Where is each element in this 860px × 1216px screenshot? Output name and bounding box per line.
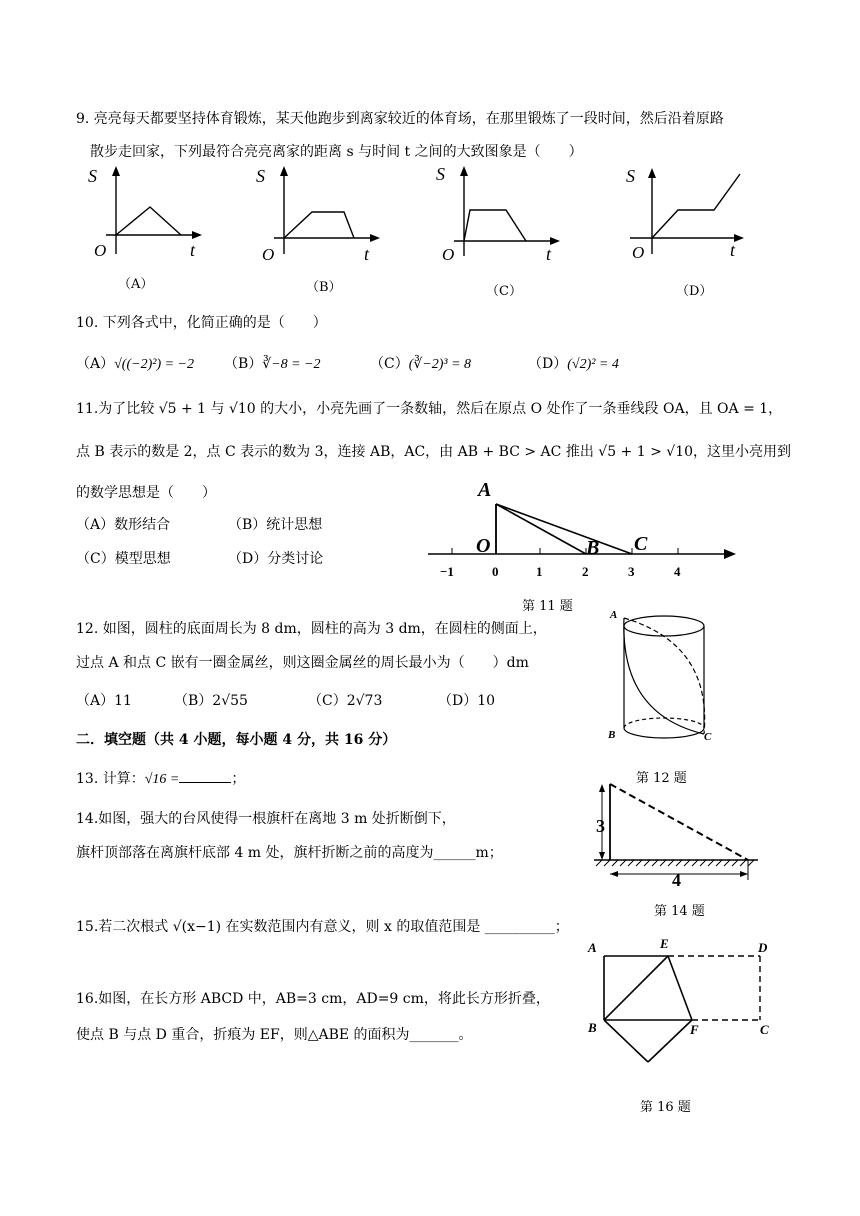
q12-option-b: （B）2√55 <box>174 693 248 709</box>
q9-graph-c-label: （C） <box>486 284 522 299</box>
q16-line2: 使点 B 与点 D 重合，折痕为 EF，则△ABE 的面积为_______。 <box>76 1027 473 1043</box>
svg-text:t: t <box>730 240 736 260</box>
q16-figure-rectangle <box>586 934 782 1080</box>
q11-option-c: （C）模型思想 <box>76 551 171 567</box>
q12-option-a: （A）11 <box>76 693 132 709</box>
q10-option-c: （C）(∛−2)³ = 8 <box>370 356 472 372</box>
svg-text:S: S <box>626 166 635 186</box>
section2-title: 二．填空题（共 4 小题，每小题 4 分，共 16 分） <box>76 732 397 748</box>
q11-line2: 点 B 表示的数是 2，点 C 表示的数为 3，连接 AB，AC，由 AB + BC > AC 推出 √5 + 1 > √10，这里小亮用到 <box>76 444 792 460</box>
q9-graph-a <box>86 164 206 264</box>
q9-graph-a-label: （A） <box>118 277 154 292</box>
q9a-s: S <box>88 166 97 186</box>
q16-caption: 第 16 题 <box>640 1100 691 1115</box>
svg-text:0: 0 <box>492 564 499 579</box>
svg-text:F: F <box>690 1022 699 1037</box>
svg-text:O: O <box>476 535 491 557</box>
q14-caption: 第 14 题 <box>654 904 705 919</box>
svg-text:A: A <box>588 940 597 955</box>
q9-graph-c <box>436 160 566 266</box>
q12-option-c: （C）2√73 <box>308 693 383 709</box>
svg-text:S: S <box>256 166 265 186</box>
svg-text:4: 4 <box>674 564 681 579</box>
q14-line2: 旗杆顶部落在离旗杆底部 4 m 处，旗杆折断之前的高度为______m； <box>76 845 503 861</box>
q14-figure-flagpole <box>588 776 768 888</box>
q11-line1: 11.为了比较 √5 + 1 与 √10 的大小，小亮先画了一条数轴，然后在原点 O 处作了一条垂线段 OA，且 OA = 1， <box>76 401 783 417</box>
q9-graph-b-label: （B） <box>306 280 342 295</box>
q10-stem: 10. 下列各式中，化简正确的是（ ） <box>76 315 327 331</box>
svg-text:O: O <box>442 245 455 264</box>
svg-text:4: 4 <box>672 870 681 888</box>
q12-line1: 12. 如图，圆柱的底面周长为 8 dm，圆柱的高为 3 dm，在圆柱的侧面上， <box>76 621 547 637</box>
svg-text:−1: −1 <box>440 564 454 579</box>
svg-text:t: t <box>546 244 552 264</box>
svg-text:B: B <box>608 729 616 741</box>
svg-text:t: t <box>364 244 370 264</box>
q11-option-b: （B）统计思想 <box>228 517 323 533</box>
q15: 15.若二次根式 √(x−1) 在实数范围内有意义，则 x 的取值范围是 __________； <box>76 919 569 935</box>
svg-text:A: A <box>610 609 618 621</box>
q12-line2: 过点 A 和点 C 嵌有一圈金属丝，则这圈金属丝的周长最小为（ ）dm <box>76 655 529 671</box>
svg-text:1: 1 <box>536 564 543 579</box>
svg-text:3: 3 <box>628 564 635 579</box>
q16-line1: 16.如图，在长方形 ABCD 中，AB=3 cm，AD=9 cm，将此长方形折叠， <box>76 991 550 1007</box>
q11-line3: 的数学思想是（ ） <box>76 485 216 501</box>
q11-figure-number-line <box>426 474 742 580</box>
q9a-t: t <box>190 240 196 260</box>
svg-text:3: 3 <box>596 816 605 836</box>
svg-text:C: C <box>704 731 712 743</box>
svg-text:O: O <box>632 243 645 262</box>
svg-text:2: 2 <box>582 564 589 579</box>
q11-caption: 第 11 题 <box>522 599 573 614</box>
svg-text:O: O <box>262 245 275 264</box>
q9-line2: 散步走回家，下列最符合亮亮离家的距离 s 与时间 t 之间的大致图象是（ ） <box>90 144 583 160</box>
q12-caption: 第 12 题 <box>636 771 687 786</box>
q9-graph-d-label: （D） <box>676 284 713 299</box>
svg-text:C: C <box>634 533 648 555</box>
q10-option-b: （B）∛−8 = −2 <box>224 356 321 372</box>
q9a-o: O <box>94 241 107 260</box>
q12-figure-cylinder <box>602 604 722 754</box>
q9-graph-d <box>622 164 752 264</box>
svg-text:C: C <box>760 1022 769 1037</box>
q13: 13. 计算：√16 = ； <box>76 771 246 787</box>
q9-graph-b <box>254 164 384 264</box>
svg-text:D: D <box>758 940 768 955</box>
q9-line1: 9. 亮亮每天都要坚持体育锻炼，某天他跑步到离家较近的体育场，在那里锻炼了一段时间，然后沿着原路 <box>76 111 724 127</box>
svg-text:B: B <box>588 1020 597 1035</box>
q10-option-a: （A）√((−2)²) = −2 <box>76 356 194 372</box>
svg-text:S: S <box>436 164 445 184</box>
svg-text:A: A <box>478 479 492 501</box>
svg-text:E: E <box>660 936 669 951</box>
q12-option-d: （D）10 <box>438 693 496 709</box>
q10-option-d: （D）(√2)² = 4 <box>528 356 619 372</box>
q11-option-a: （A）数形结合 <box>76 517 171 533</box>
svg-text:B: B <box>586 537 600 559</box>
q11-option-d: （D）分类讨论 <box>228 551 324 567</box>
q14-line1: 14.如图，强大的台风使得一根旗杆在离地 3 m 处折断倒下， <box>76 811 456 827</box>
